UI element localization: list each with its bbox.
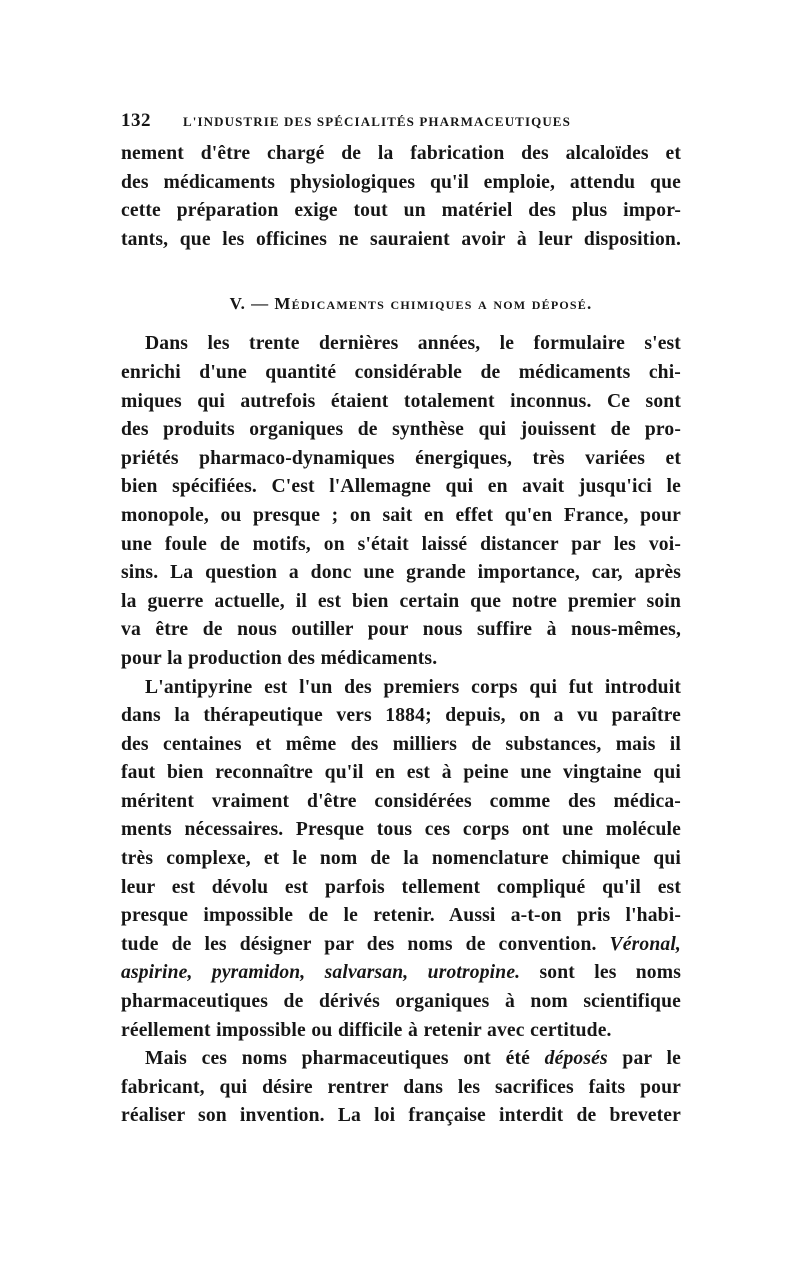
running-header: [121, 110, 681, 136]
section-heading: [121, 294, 681, 314]
text-line: monopole, ou presque ; on sait en effet qu'en France, pour: [121, 504, 681, 526]
text-run: tude de les désigner par des noms de convention.: [121, 933, 597, 955]
text-run: sont les noms: [520, 962, 681, 984]
text-line: tants, que les officines ne sauraient avoir à leur disposition.: [121, 228, 681, 250]
paragraph-trademark: [121, 1045, 681, 1131]
text-line: sins. La question a donc une grande importance, car, après: [121, 562, 681, 584]
book-page: [121, 110, 681, 1131]
text-line: réellement impossible ou difficile à retenir avec certitude.: [121, 1019, 612, 1041]
paragraph-antipyrine: [121, 674, 681, 1046]
italic-drug-name: Véronal,: [609, 933, 681, 955]
paragraph-synthetic-drugs: [121, 330, 681, 673]
text-line: enrichi d'une quantité considérable de médicaments chi-: [121, 361, 681, 383]
text-line: une foule de motifs, on s'était laissé distancer par les voi-: [121, 533, 681, 555]
text-run: par le: [607, 1048, 682, 1070]
page-number: 132: [121, 110, 151, 131]
text-line-mixed: [121, 959, 681, 988]
italic-drug-names: aspirine, pyramidon, salvarsan, urotropine.: [121, 962, 521, 984]
text-line: réaliser son invention. La loi française interdit de breveter: [121, 1105, 681, 1127]
text-line: faut bien reconnaître qu'il en est à peine une vingtaine qui: [121, 762, 681, 784]
text-line: nement d'être chargé de la fabrication des alcaloïdes et: [121, 143, 681, 164]
text-line: ments nécessaires. Presque tous ces corps ont une molécule: [121, 819, 681, 841]
text-line: très complexe, et le nom de la nomenclature chimique qui: [121, 848, 681, 870]
italic-word: déposés: [544, 1048, 608, 1070]
text-run: Mais ces noms pharmaceutiques ont été: [145, 1048, 545, 1070]
text-line: des médicaments physiologiques qu'il emploie, attendu que: [121, 171, 681, 193]
section-title: Médicaments chimiques a nom déposé.: [274, 294, 593, 314]
text-line: cette préparation exige tout un matériel des plus impor-: [121, 200, 681, 222]
text-line-mixed: [121, 931, 681, 960]
text-line: pharmaceutiques de dérivés organiques à nom scientifique: [121, 991, 681, 1013]
text-line-mixed: [121, 1045, 681, 1074]
text-line: dans la thérapeutique vers 1884; depuis, on a vu paraître: [121, 705, 681, 727]
running-title: L'INDUSTRIE DES SPÉCIALITÉS PHARMACEUTIQUES: [183, 114, 571, 129]
text-line: pour la production des médicaments.: [121, 647, 438, 669]
text-line: la guerre actuelle, il est bien certain que notre premier soin: [121, 590, 681, 612]
text-line: fabricant, qui désire rentrer dans les sacrifices faits pour: [121, 1076, 681, 1098]
text-line: bien spécifiées. C'est l'Allemagne qui en avait jusqu'ici le: [121, 476, 681, 498]
section-number: V. —: [229, 294, 270, 314]
text-line: leur est dévolu est parfois tellement compliqué qu'il est: [121, 876, 681, 898]
paragraph-continuation: [121, 140, 681, 254]
text-line: des produits organiques de synthèse qui jouissent de pro-: [121, 419, 681, 441]
text-line: presque impossible de le retenir. Aussi a-t-on pris l'habi-: [121, 905, 681, 927]
text-line: miques qui autrefois étaient totalement inconnus. Ce sont: [121, 390, 681, 412]
text-line: va être de nous outiller pour nous suffire à nous-mêmes,: [121, 619, 681, 641]
text-line: des centaines et même des milliers de substances, mais il: [121, 733, 681, 755]
text-line: méritent vraiment d'être considérées comme des médica-: [121, 790, 681, 812]
text-line: L'antipyrine est l'un des premiers corps qui fut introduit: [145, 676, 681, 698]
text-line: priétés pharmaco-dynamiques énergiques, très variées et: [121, 447, 681, 469]
text-line: Dans les trente dernières années, le formulaire s'est: [145, 333, 681, 355]
